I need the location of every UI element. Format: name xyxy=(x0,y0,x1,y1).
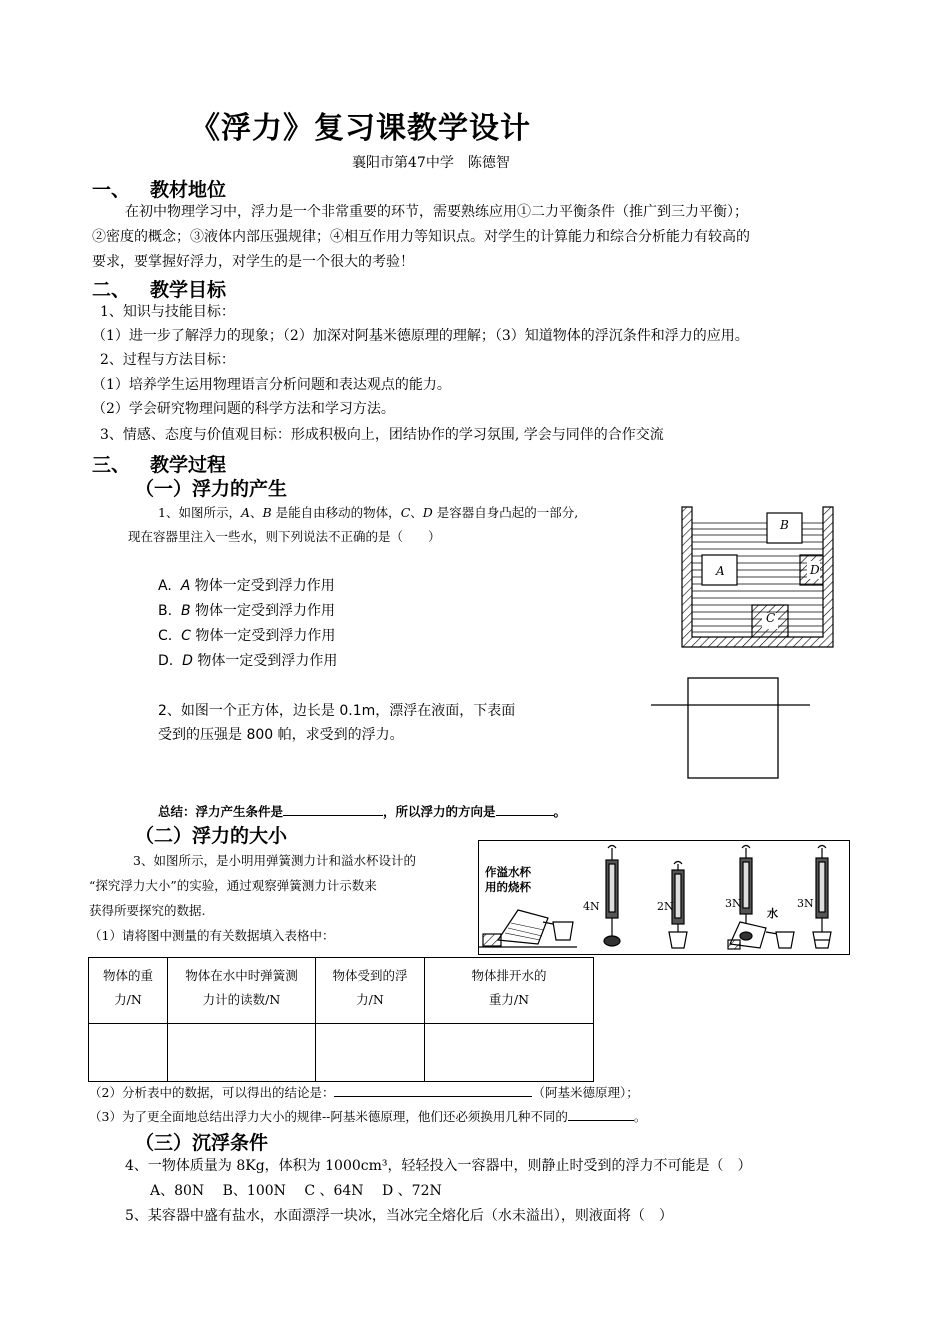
question-4: 4、一物体质量为 8Kg，体积为 1000cm³，轻轻投入一容器中，则静止时受到的浮力不可能是（ ） xyxy=(125,1158,752,1174)
question-2-line-2: 受到的压强是 800 帕，求受到的浮力。 xyxy=(158,727,404,743)
figure-label-d: D xyxy=(810,563,820,577)
reading-1: 4N xyxy=(583,900,600,913)
water-label: 水 xyxy=(767,907,778,920)
cube-figure xyxy=(648,676,813,780)
goal-line-1: 1、知识与技能目标： xyxy=(100,304,235,320)
option-c[interactable]: C. C 物体一定受到浮力作用 xyxy=(158,628,336,644)
section-2-heading xyxy=(92,275,226,302)
question-3-sub-2: （2）分析表中的数据，可以得出的结论是： （阿基米德原理）； xyxy=(89,1085,639,1100)
section-1-number: 一、 xyxy=(92,179,131,201)
answer-cell[interactable] xyxy=(89,1024,168,1082)
option-b[interactable]: B. B 物体一定受到浮力作用 xyxy=(158,603,336,619)
section-1-line-2: ②密度的概念；③液体内部压强规律；④相互作用力等知识点。对学生的计算能力和综合分析能力有较高的 xyxy=(92,229,750,245)
reading-3: 3N xyxy=(725,897,742,910)
question-4-options: A、80N B、100N C 、64N D 、72N xyxy=(150,1183,442,1199)
table-row xyxy=(89,1024,594,1082)
goal-line-2: （1）进一步了解浮力的现象；（2）加深对阿基米德原理的理解；（3）知道物体的浮沉条件和浮力的应用。 xyxy=(92,328,749,344)
goal-line-4: （1）培养学生运用物理语言分析问题和表达观点的能力。 xyxy=(92,377,451,393)
question-3-line-2: “探究浮力大小”的实验，通过观察弹簧测力计示数来 xyxy=(89,878,377,893)
figure-label-b: B xyxy=(780,518,789,532)
summary-blank-2[interactable] xyxy=(496,803,554,816)
header-cell: 物体的重 力/N xyxy=(89,958,168,1024)
section-2-title: 教学目标 xyxy=(150,279,227,301)
section-1-line-3: 要求，要掌握好浮力，对学生的是一个很大的考验！ xyxy=(92,254,414,270)
conclusion-blank[interactable] xyxy=(334,1084,532,1097)
header-cell: 物体排开水的 重力/N xyxy=(425,958,594,1024)
goal-line-6: 3、情感、态度与价值观目标：形成积极向上，团结协作的学习氛围, 学会与同伴的合作交流 xyxy=(100,427,664,443)
question-1-line-1: 1、如图所示，A、B 是能自由移动的物体，C、D 是容器自身凸起的一部分, xyxy=(158,505,579,520)
question-1-line-2: 现在容器里注入一些水，则下列说法不正确的是（ ） xyxy=(128,529,441,544)
section-2-number: 二、 xyxy=(92,279,131,301)
goal-line-3: 2、过程与方法目标： xyxy=(100,352,235,368)
part-1-heading: （一）浮力的产生 xyxy=(135,478,288,500)
container-figure xyxy=(680,505,835,650)
section-3-number: 三、 xyxy=(92,454,131,476)
question-3-sub-3: （3）为了更全面地总结出浮力大小的规律--阿基米德原理，他们还必须换用几种不同的 。 xyxy=(89,1109,647,1124)
summary-blank-1[interactable] xyxy=(283,803,383,816)
section-1-line-1: 在初中物理学习中，浮力是一个非常重要的环节，需要熟练应用①二力平衡条件（推广到三力平衡）； xyxy=(125,204,748,220)
spring-scale-figure xyxy=(478,840,850,955)
option-d[interactable]: D. D 物体一定受到浮力作用 xyxy=(158,653,338,669)
part-3-heading: （三）沉浮条件 xyxy=(135,1132,269,1154)
figure-label-c: C xyxy=(766,611,776,625)
part-2-heading: （二）浮力的大小 xyxy=(135,825,288,847)
header-cell: 物体受到的浮 力/N xyxy=(316,958,425,1024)
reading-4: 3N xyxy=(797,897,814,910)
figure-label-a: A xyxy=(716,564,725,578)
section-3-title: 教学过程 xyxy=(150,454,227,476)
header-cell: 物体在水中时弹簧测 力计的读数/N xyxy=(168,958,316,1024)
section-3-heading xyxy=(92,450,226,477)
section-1-title: 教材地位 xyxy=(150,179,227,201)
summary-line: 总结：浮力产生条件是 ，所以浮力的方向是 。 xyxy=(158,804,567,819)
liquid-blank[interactable] xyxy=(568,1108,634,1121)
table-header-row xyxy=(89,958,594,1024)
author-line: 襄阳市第47中学 陈德智 xyxy=(352,155,510,171)
answer-cell[interactable] xyxy=(425,1024,594,1082)
question-3-sub-1: （1）请将图中测量的有关数据填入表格中： xyxy=(89,928,335,943)
question-3-line-1: 3、如图所示，是小明用弹簧测力计和溢水杯设计的 xyxy=(133,853,416,868)
page-title: 《浮力》复习课教学设计 xyxy=(190,111,531,146)
goal-line-5: （2）学会研究物理问题的科学方法和学习方法。 xyxy=(92,401,395,417)
question-2-line-1: 2、如图一个正方体，边长是 0.1m，漂浮在液面，下表面 xyxy=(158,703,516,719)
question-5: 5、某容器中盛有盐水，水面漂浮一块冰，当冰完全熔化后（水未溢出），则液面将（ ） xyxy=(125,1208,673,1224)
figure-caption-1: 作溢水杯 xyxy=(485,865,531,879)
figure-caption-2: 用的烧杯 xyxy=(485,880,531,894)
reading-2: 2N xyxy=(657,900,674,913)
data-table xyxy=(88,957,594,1082)
answer-cell[interactable] xyxy=(316,1024,425,1082)
answer-cell[interactable] xyxy=(168,1024,316,1082)
question-3-line-3: 获得所要探究的数据. xyxy=(89,903,206,918)
section-1-heading xyxy=(92,175,226,202)
option-a[interactable]: A. A 物体一定受到浮力作用 xyxy=(158,578,335,594)
